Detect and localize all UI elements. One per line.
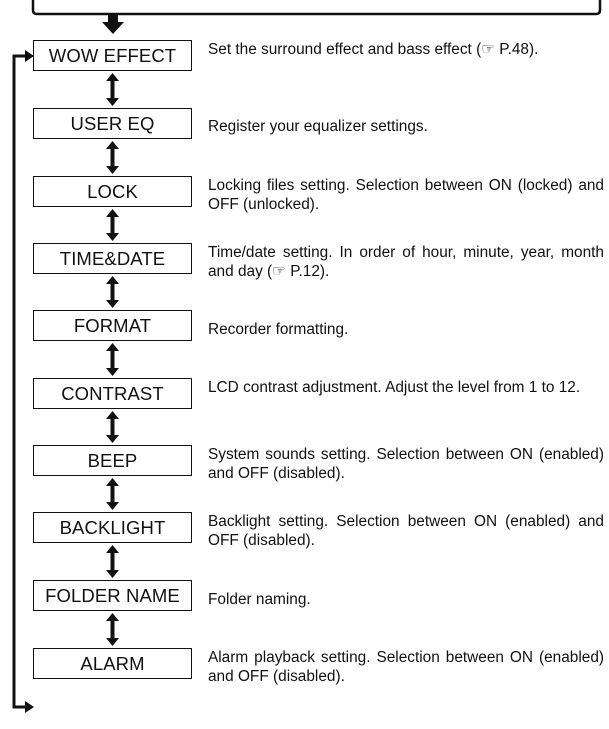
down-arrow-icon [102,14,124,34]
menu-item-description: Register your equalizer settings. [208,118,428,135]
menu-item-folder-name: FOLDER NAME [33,580,192,611]
menu-item-wow-effect: WOW EFFECT [33,40,192,71]
up-down-arrow-icon [106,276,119,308]
menu-item-description: Recorder formatting. [208,321,349,338]
menu-item-description: Alarm playback setting. Selection between ON (enabled) and OFF (disabled). [208,649,604,685]
menu-item-user-eq: USER EQ [33,108,192,139]
menu-item-format: FORMAT [33,310,192,341]
menu-item-backlight: BACKLIGHT [33,512,192,543]
up-down-arrow-icon [106,613,119,646]
menu-item-description: LCD contrast adjustment. Adjust the level from 1 to 12. [208,379,581,396]
menu-item-description: System sounds setting. Selection between ON (enabled) and OFF (disabled). [208,446,604,482]
loop-back-arrow-icon [14,50,34,713]
up-down-arrow-icon [106,411,119,443]
up-down-arrow-icon [106,209,119,241]
menu-item-description: Backlight setting. Selection between ON (enabled) and OFF (disabled). [208,513,604,549]
menu-item-time-date: TIME&DATE [33,243,192,274]
up-down-arrow-icon [106,545,119,578]
menu-item-description: Folder naming. [208,591,311,608]
menu-item-beep: BEEP [33,445,192,476]
up-down-arrow-icon [106,478,119,510]
menu-item-description: Set the surround effect and bass effect (☞ P.48). [208,41,539,58]
menu-item-lock: LOCK [33,176,192,207]
menu-item-alarm: ALARM [33,648,192,679]
top-bracket-line [33,0,600,14]
up-down-arrow-icon [106,343,119,376]
menu-item-description: Locking files setting. Selection between ON (locked) and OFF (unlocked). [208,177,604,213]
menu-item-contrast: CONTRAST [33,378,192,409]
up-down-arrow-icon [106,141,119,174]
menu-item-description: Time/date setting. In order of hour, minute, year, month and day (☞ P.12). [208,244,604,280]
up-down-arrow-icon [106,73,119,106]
